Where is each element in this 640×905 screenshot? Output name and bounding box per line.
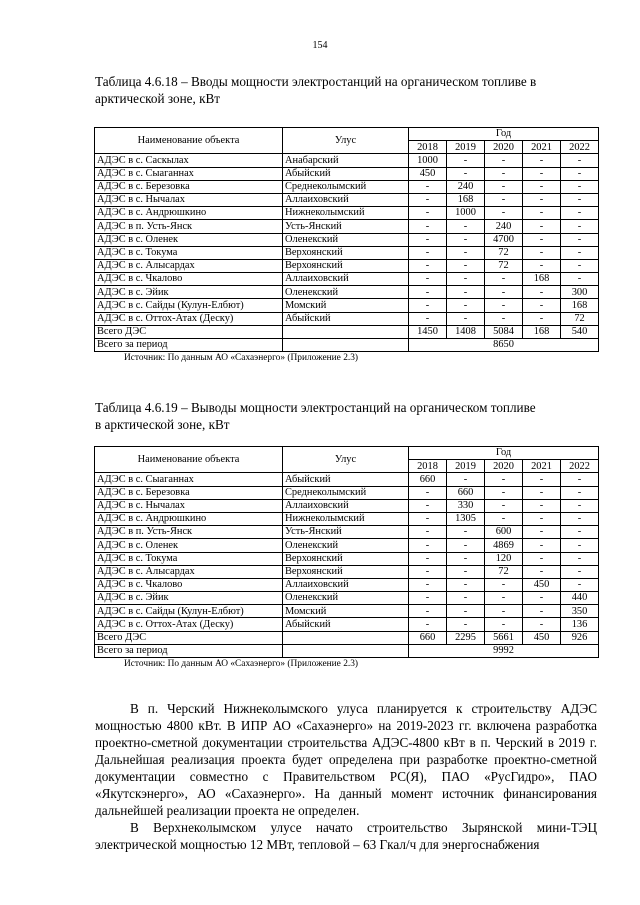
value-cell: 72 (561, 312, 599, 325)
value-cell: 1305 (447, 512, 485, 525)
region-name: Верхоянский (283, 565, 409, 578)
region-name: Абыйский (283, 473, 409, 486)
total-label: Всего ДЭС (95, 325, 283, 338)
value-cell: - (409, 565, 447, 578)
object-name: АДЭС в с. Березовка (95, 486, 283, 499)
table-row (95, 259, 599, 272)
value-cell: - (561, 565, 599, 578)
table-row (95, 605, 599, 618)
year-cell: 2018 (409, 460, 447, 473)
value-cell: 120 (485, 552, 523, 565)
period-row (95, 339, 599, 352)
table-row (95, 486, 599, 499)
year-cell: 2021 (523, 460, 561, 473)
value-cell: - (523, 220, 561, 233)
value-cell: - (523, 486, 561, 499)
period-value: 9992 (409, 644, 599, 657)
region-name: Нижнеколымский (283, 512, 409, 525)
value-cell: - (485, 499, 523, 512)
value-cell: - (561, 512, 599, 525)
value-cell: - (485, 154, 523, 167)
value-cell: - (447, 526, 485, 539)
value-cell: - (447, 552, 485, 565)
table2 (94, 446, 599, 658)
header-row (95, 128, 599, 141)
value-cell: - (447, 220, 485, 233)
region-name: Верхоянский (283, 552, 409, 565)
value-cell: 660 (409, 473, 447, 486)
year-cell: 2022 (561, 141, 599, 154)
value-cell: - (409, 259, 447, 272)
total-value: 540 (561, 325, 599, 338)
total-value: 450 (523, 631, 561, 644)
table-row (95, 220, 599, 233)
region-name: Анабарский (283, 154, 409, 167)
total-label: Всего ДЭС (95, 631, 283, 644)
value-cell: - (523, 526, 561, 539)
value-cell: - (523, 592, 561, 605)
object-name: АДЭС в с. Токума (95, 552, 283, 565)
value-cell: - (409, 618, 447, 631)
object-name: АДЭС в с. Саскылах (95, 154, 283, 167)
table-row (95, 273, 599, 286)
table1-caption: Таблица 4.6.18 – Вводы мощности электростанций на органическом топливе в арктической зоне, кВт (95, 74, 537, 106)
object-name: АДЭС в с. Эйик (95, 592, 283, 605)
value-cell: 600 (485, 526, 523, 539)
value-cell: - (523, 154, 561, 167)
total-row (95, 631, 599, 644)
value-cell: 450 (523, 578, 561, 591)
region-name: Аллаиховский (283, 273, 409, 286)
value-cell: - (561, 539, 599, 552)
value-cell: - (561, 233, 599, 246)
value-cell: 72 (485, 259, 523, 272)
table-row (95, 592, 599, 605)
region-name: Момский (283, 299, 409, 312)
value-cell: - (485, 207, 523, 220)
header-row (95, 447, 599, 460)
table2-caption: Таблица 4.6.19 – Выводы мощности электростанций на органическом топливе в арктической зоне, кВт (95, 400, 536, 432)
value-cell: - (485, 273, 523, 286)
value-cell: - (561, 167, 599, 180)
value-cell: - (523, 512, 561, 525)
object-name: АДЭС в с. Андрюшкино (95, 207, 283, 220)
object-name: АДЭС в с. Чкалово (95, 273, 283, 286)
value-cell: - (523, 259, 561, 272)
object-name: АДЭС в с. Оттох-Атах (Деску) (95, 312, 283, 325)
value-cell: - (523, 499, 561, 512)
value-cell: - (485, 312, 523, 325)
year-cell: 2019 (447, 141, 485, 154)
region-name: Верхоянский (283, 246, 409, 259)
year-cell: 2018 (409, 141, 447, 154)
col-header-region: Улус (283, 128, 409, 154)
table-row (95, 526, 599, 539)
total-value: 5084 (485, 325, 523, 338)
object-name: АДЭС в с. Андрюшкино (95, 512, 283, 525)
paragraph: В Верхнеколымском улусе начато строительство Зырянской мини-ТЭЦ электрической мощностью 12 МВт, тепловой – 63 Гкал/ч для энергоснабжения (95, 820, 597, 852)
table-row (95, 246, 599, 259)
col-header-region: Улус (283, 447, 409, 473)
value-cell: - (561, 207, 599, 220)
paragraph: В п. Черский Нижнеколымского улуса планируется к строительству АДЭС мощностью 4800 кВт. В ИПР АО «Сахаэнерго» на 2019-2023 гг. включена разработка проектно-сметной документации строительства АДЭС-4800 кВт в п. Черский в 2019 г. Дальнейшая реализация проекта будет определена при разработке проектно-сметной документации совместно с Правительством РС(Я), ПАО «РусГидро», ПАО «Якутскэнерго», АО «Сахаэнерго». На данный момент источник финансирования дальнейшей реализации проекта не определен. (95, 701, 597, 818)
object-name: АДЭС в п. Усть-Янск (95, 220, 283, 233)
value-cell: - (561, 578, 599, 591)
value-cell: - (409, 592, 447, 605)
table2-source: Источник: По данным АО «Сахаэнерго» (Приложение 2.3) (124, 659, 359, 669)
object-name: АДЭС в с. Алысардах (95, 565, 283, 578)
value-cell: - (409, 539, 447, 552)
col-header-object: Наименование объекта (95, 447, 283, 473)
table-row (95, 193, 599, 206)
value-cell: - (561, 499, 599, 512)
region-name: Аллаиховский (283, 499, 409, 512)
value-cell: - (447, 154, 485, 167)
value-cell: 136 (561, 618, 599, 631)
table-row (95, 154, 599, 167)
object-name: АДЭС в с. Алысардах (95, 259, 283, 272)
value-cell: - (523, 312, 561, 325)
table-row (95, 512, 599, 525)
object-name: АДЭС в с. Оленек (95, 233, 283, 246)
object-name: АДЭС в п. Усть-Янск (95, 526, 283, 539)
total-value: 2295 (447, 631, 485, 644)
value-cell: - (409, 193, 447, 206)
object-name: АДЭС в с. Сыаганнах (95, 473, 283, 486)
value-cell: - (523, 539, 561, 552)
year-cell: 2022 (561, 460, 599, 473)
value-cell: - (409, 220, 447, 233)
value-cell: 4700 (485, 233, 523, 246)
value-cell: - (447, 167, 485, 180)
value-cell: - (561, 486, 599, 499)
value-cell: - (447, 246, 485, 259)
value-cell: - (485, 592, 523, 605)
region-name: Оленекский (283, 286, 409, 299)
value-cell: - (561, 473, 599, 486)
table1-source: Источник: По данным АО «Сахаэнерго» (Приложение 2.3) (124, 353, 359, 363)
value-cell: - (485, 286, 523, 299)
value-cell: 168 (523, 273, 561, 286)
value-cell: - (485, 618, 523, 631)
value-cell: 350 (561, 605, 599, 618)
table-row (95, 499, 599, 512)
year-cell: 2020 (485, 141, 523, 154)
value-cell: - (447, 578, 485, 591)
value-cell: - (523, 299, 561, 312)
object-name: АДЭС в с. Березовка (95, 180, 283, 193)
object-name: АДЭС в с. Токума (95, 246, 283, 259)
region-name: Оленекский (283, 233, 409, 246)
table-row (95, 565, 599, 578)
period-label: Всего за период (95, 339, 283, 352)
region-name: Усть-Янский (283, 220, 409, 233)
value-cell: - (561, 246, 599, 259)
year-cell: 2019 (447, 460, 485, 473)
body-text (95, 700, 597, 853)
value-cell: - (409, 246, 447, 259)
value-cell: - (561, 193, 599, 206)
value-cell: - (485, 167, 523, 180)
value-cell: - (485, 473, 523, 486)
region-name: Оленекский (283, 592, 409, 605)
value-cell: - (447, 605, 485, 618)
value-cell: - (561, 552, 599, 565)
year-cell: 2020 (485, 460, 523, 473)
table-row (95, 578, 599, 591)
value-cell: - (523, 207, 561, 220)
value-cell: - (485, 486, 523, 499)
region-name: Верхоянский (283, 259, 409, 272)
value-cell: - (523, 233, 561, 246)
value-cell: 240 (485, 220, 523, 233)
value-cell: 300 (561, 286, 599, 299)
value-cell: 1000 (409, 154, 447, 167)
object-name: АДЭС в с. Нычалах (95, 499, 283, 512)
table-row (95, 618, 599, 631)
value-cell: 440 (561, 592, 599, 605)
value-cell: - (409, 286, 447, 299)
value-cell: 168 (561, 299, 599, 312)
table-row (95, 539, 599, 552)
value-cell: - (447, 618, 485, 631)
value-cell: - (561, 220, 599, 233)
value-cell: - (523, 473, 561, 486)
col-header-object: Наименование объекта (95, 128, 283, 154)
table-row (95, 473, 599, 486)
object-name: АДЭС в с. Чкалово (95, 578, 283, 591)
table-row (95, 207, 599, 220)
value-cell: - (447, 473, 485, 486)
region-name: Нижнеколымский (283, 207, 409, 220)
value-cell: - (447, 259, 485, 272)
object-name: АДЭС в с. Сыаганнах (95, 167, 283, 180)
region-name: Момский (283, 605, 409, 618)
value-cell: - (447, 312, 485, 325)
table-row (95, 552, 599, 565)
value-cell: - (523, 180, 561, 193)
value-cell: - (409, 207, 447, 220)
value-cell: - (523, 605, 561, 618)
value-cell: - (409, 578, 447, 591)
value-cell: 1000 (447, 207, 485, 220)
value-cell: - (485, 512, 523, 525)
value-cell: - (561, 273, 599, 286)
value-cell: 72 (485, 246, 523, 259)
table-row (95, 299, 599, 312)
value-cell: - (409, 486, 447, 499)
value-cell: - (523, 618, 561, 631)
value-cell: 330 (447, 499, 485, 512)
object-name: АДЭС в с. Сайды (Кулун-Елбют) (95, 605, 283, 618)
total-value: 168 (523, 325, 561, 338)
object-name: АДЭС в с. Оттох-Атах (Деску) (95, 618, 283, 631)
value-cell: - (409, 499, 447, 512)
table-row (95, 180, 599, 193)
value-cell: 450 (409, 167, 447, 180)
table-row (95, 312, 599, 325)
total-value: 5661 (485, 631, 523, 644)
region-name: Абыйский (283, 167, 409, 180)
total-value: 926 (561, 631, 599, 644)
value-cell: - (447, 273, 485, 286)
object-name: АДЭС в с. Нычалах (95, 193, 283, 206)
value-cell: - (485, 299, 523, 312)
value-cell: - (409, 526, 447, 539)
value-cell: - (409, 552, 447, 565)
value-cell: - (409, 299, 447, 312)
value-cell: - (523, 552, 561, 565)
value-cell: - (447, 233, 485, 246)
region-name: Среднеколымский (283, 180, 409, 193)
region-name: Абыйский (283, 618, 409, 631)
page-number: 154 (312, 40, 328, 51)
object-name: АДЭС в с. Оленек (95, 539, 283, 552)
value-cell: - (561, 154, 599, 167)
value-cell: - (447, 592, 485, 605)
value-cell: 4869 (485, 539, 523, 552)
region-name: Аллаиховский (283, 578, 409, 591)
value-cell: - (447, 565, 485, 578)
region-name: Аллаиховский (283, 193, 409, 206)
col-header-year: Год (409, 447, 599, 460)
year-cell: 2021 (523, 141, 561, 154)
table-row (95, 167, 599, 180)
value-cell: - (561, 180, 599, 193)
value-cell: - (409, 312, 447, 325)
region-name: Абыйский (283, 312, 409, 325)
total-row (95, 325, 599, 338)
value-cell: - (447, 299, 485, 312)
col-header-year: Год (409, 128, 599, 141)
period-row (95, 644, 599, 657)
value-cell: - (485, 605, 523, 618)
table1 (94, 127, 599, 352)
table-row (95, 286, 599, 299)
period-label: Всего за период (95, 644, 283, 657)
value-cell: - (523, 167, 561, 180)
total-value: 1450 (409, 325, 447, 338)
value-cell: 660 (447, 486, 485, 499)
value-cell: - (485, 193, 523, 206)
value-cell: - (523, 565, 561, 578)
period-value: 8650 (409, 339, 599, 352)
region-name: Усть-Янский (283, 526, 409, 539)
value-cell: - (523, 286, 561, 299)
value-cell: - (485, 578, 523, 591)
value-cell: - (409, 512, 447, 525)
value-cell: - (409, 273, 447, 286)
object-name: АДЭС в с. Эйик (95, 286, 283, 299)
value-cell: - (409, 605, 447, 618)
value-cell: - (523, 193, 561, 206)
value-cell: 168 (447, 193, 485, 206)
value-cell: - (561, 526, 599, 539)
value-cell: 72 (485, 565, 523, 578)
total-value: 660 (409, 631, 447, 644)
total-value: 1408 (447, 325, 485, 338)
value-cell: 240 (447, 180, 485, 193)
region-name: Оленекский (283, 539, 409, 552)
value-cell: - (409, 180, 447, 193)
region-name: Среднеколымский (283, 486, 409, 499)
value-cell: - (561, 259, 599, 272)
object-name: АДЭС в с. Сайды (Кулун-Елбют) (95, 299, 283, 312)
value-cell: - (409, 233, 447, 246)
value-cell: - (523, 246, 561, 259)
table-row (95, 233, 599, 246)
value-cell: - (447, 286, 485, 299)
value-cell: - (447, 539, 485, 552)
value-cell: - (485, 180, 523, 193)
